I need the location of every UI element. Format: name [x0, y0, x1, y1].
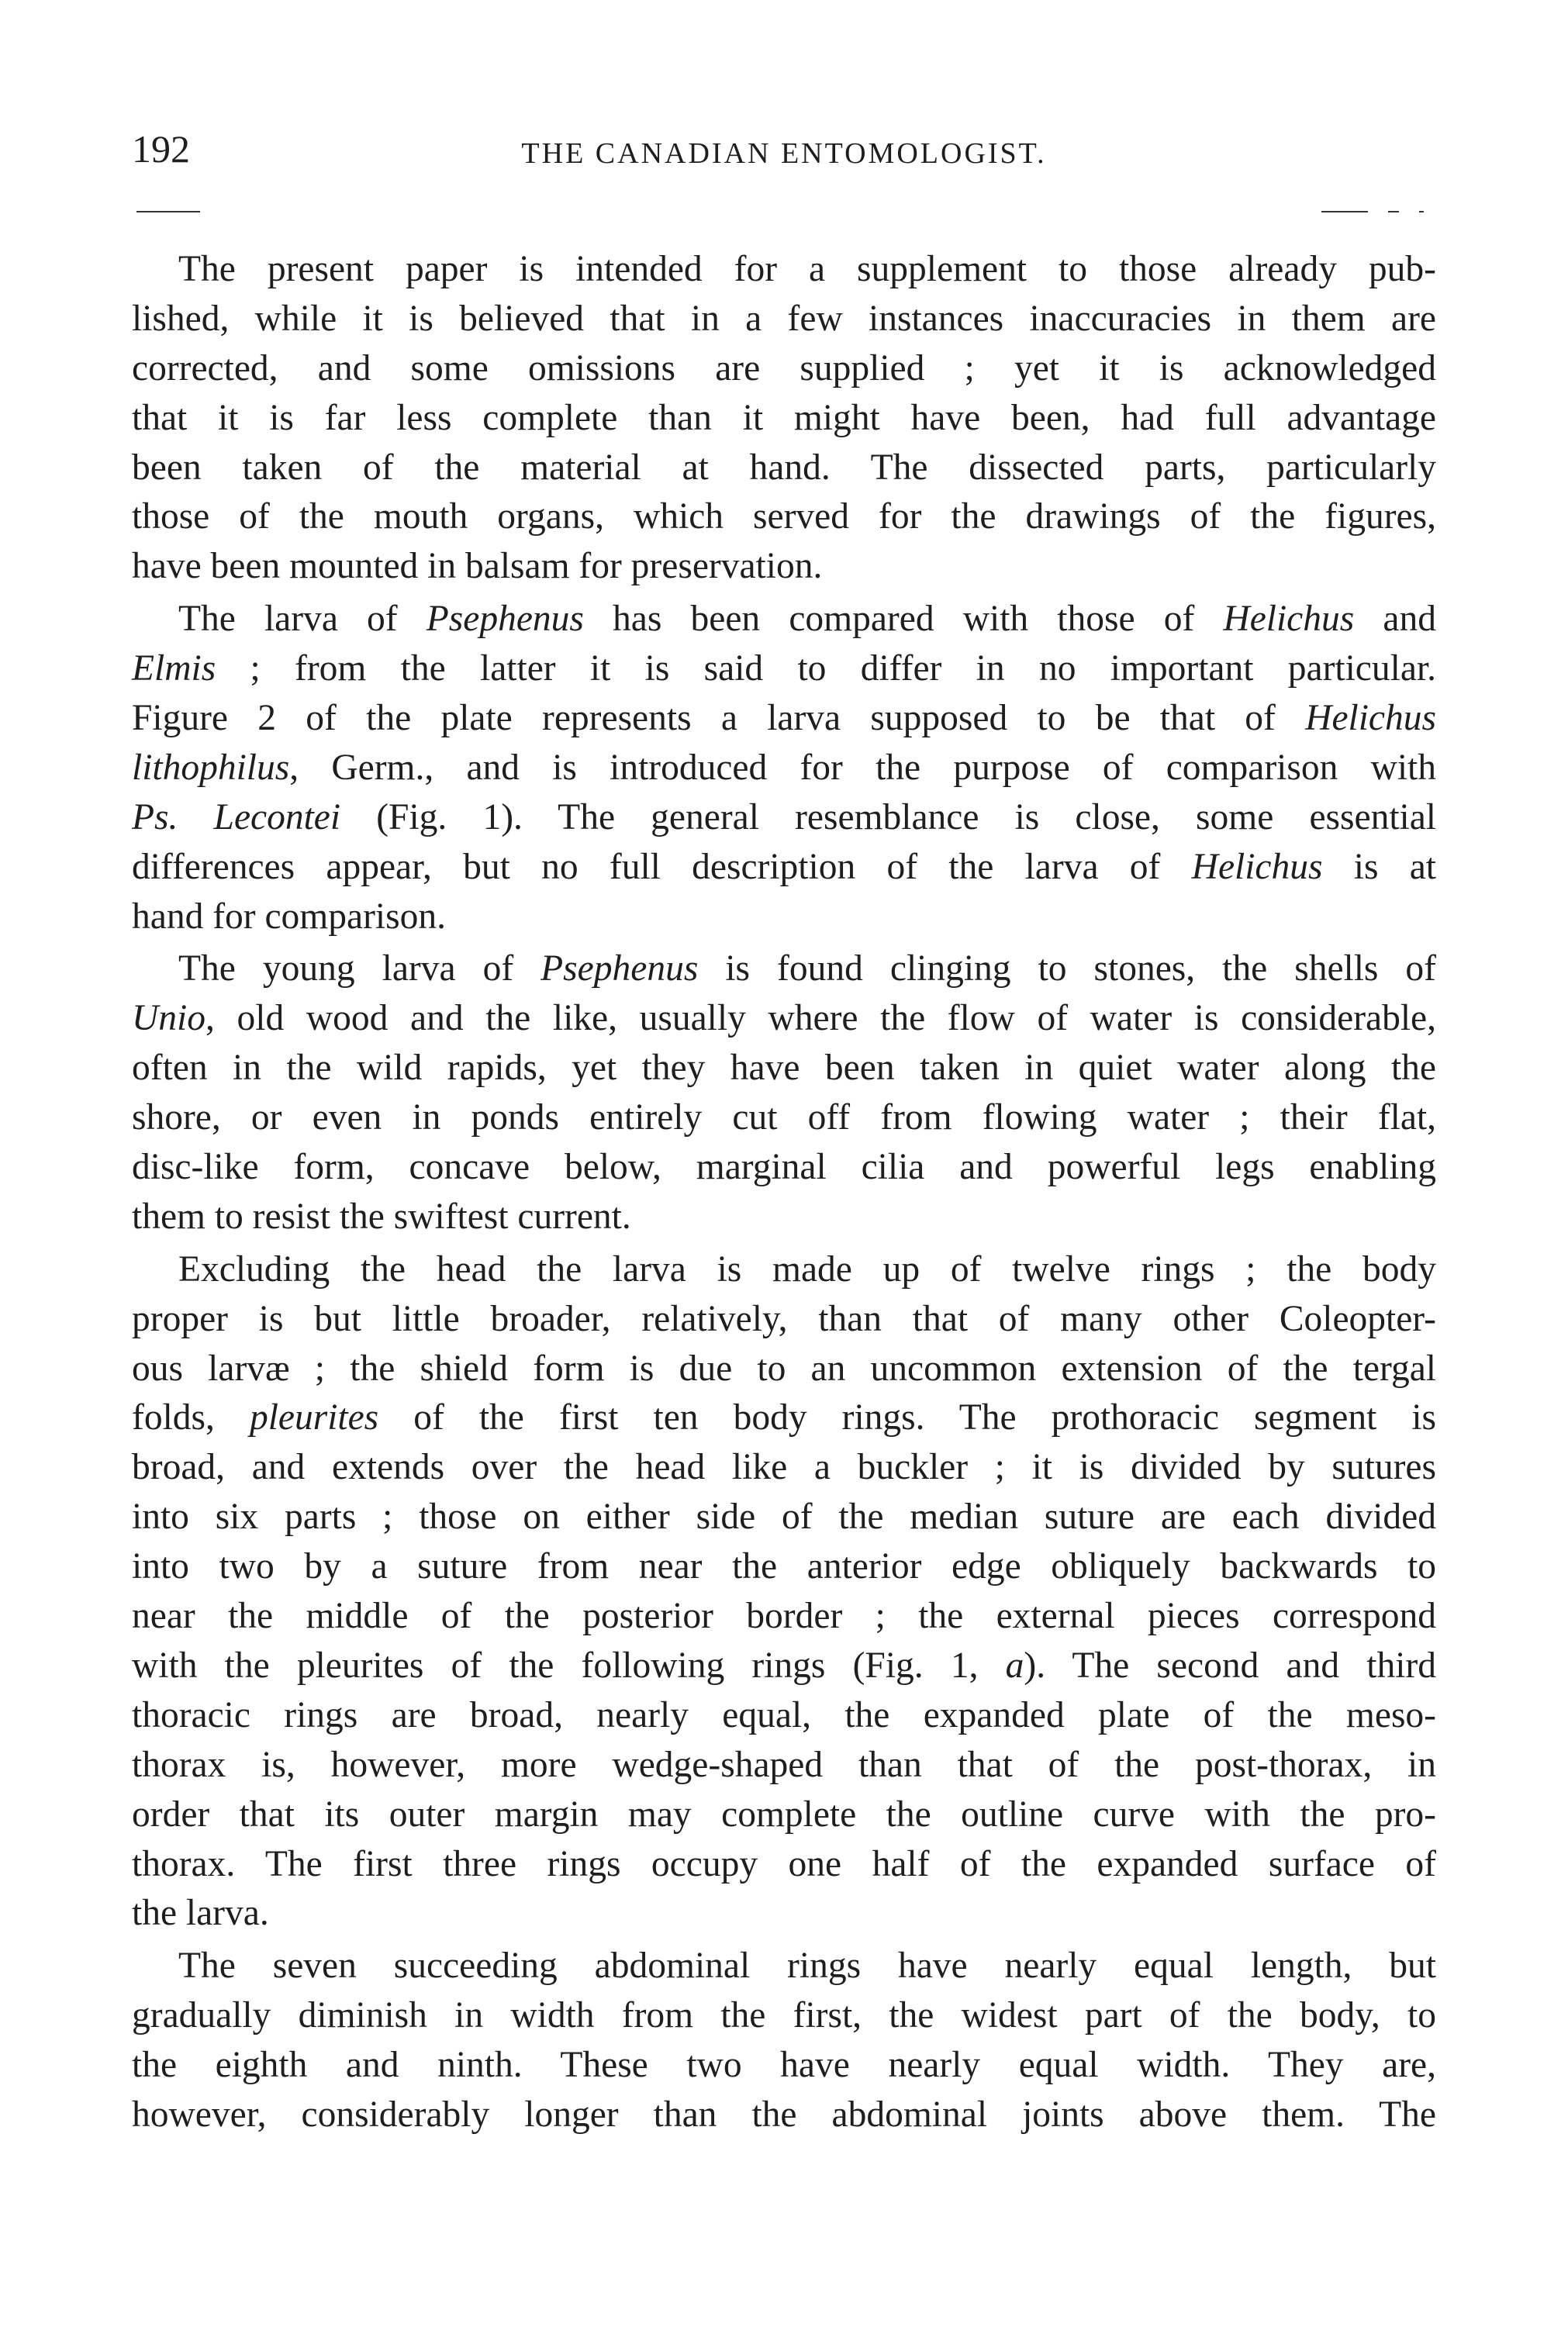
text-line: differences appear, but no full description of the larva of Helichus is at: [132, 846, 1436, 887]
text-line: proper is but little broader, relatively, than that of many other Coleopter-: [132, 1298, 1436, 1339]
running-head: THE CANADIAN ENTOMOLOGIST.: [521, 137, 1047, 170]
text-line: however, considerably longer than the abdominal joints above them. The: [132, 2094, 1436, 2135]
text-line: shore, or even in ponds entirely cut off from flowing water ; their flat,: [132, 1097, 1436, 1138]
text-line: thorax. The first three rings occupy one half of the expanded surface of: [132, 1843, 1436, 1884]
text-line: the eighth and ninth. These two have nearly equal width. They are,: [132, 2045, 1436, 2086]
text-line: The present paper is intended for a supplement to those already pub-: [178, 249, 1436, 289]
text-line: thorax is, however, more wedge-shaped than that of the post-thorax, in: [132, 1744, 1436, 1785]
header-rule-right: [1321, 211, 1368, 212]
page-number: 192: [132, 127, 190, 171]
text-line: folds, pleurites of the first ten body rings. The prothoracic segment is: [132, 1397, 1437, 1438]
text-line: The larva of Psephenus has been compared with those of Helichus and: [178, 599, 1436, 640]
text-line: corrected, and some omissions are supplied ; yet it is acknowledged: [132, 347, 1436, 388]
text-line: lithophilus, Germ., and is introduced for the purpose of comparison with: [132, 747, 1436, 788]
text-line: order that its outer margin may complete the outline curve with the pro-: [132, 1794, 1436, 1835]
text-line: with the pleurites of the following rings (Fig. 1, a). The second and third: [132, 1645, 1436, 1686]
text-line: those of the mouth organs, which served for the drawings of the figures,: [132, 496, 1436, 537]
text-line: broad, and extends over the head like a buckler ; it is divided by sutures: [132, 1447, 1436, 1488]
text-line: disc-like form, concave below, marginal cilia and powerful legs enabling: [132, 1147, 1436, 1188]
text-line: have been mounted in balsam for preservation.: [132, 546, 823, 587]
paragraph: [132, 944, 1436, 1241]
text-line: lished, while it is believed that in a few instances inaccuracies in them are: [132, 298, 1436, 339]
text-line: Elmis ; from the latter it is said to differ in no important particular.: [132, 648, 1436, 689]
text-line: ous larvæ ; the shield form is due to an uncommon extension of the tergal: [132, 1348, 1436, 1389]
text-line: into six parts ; those on either side of the median suture are each divided: [132, 1497, 1436, 1538]
text-line: near the middle of the posterior border ; the external pieces correspond: [132, 1596, 1436, 1637]
text-line: Ps. Lecontei (Fig. 1). The general resemblance is close, some essential: [132, 796, 1437, 837]
text-line: The seven succeeding abdominal rings have nearly equal length, but: [178, 1946, 1436, 1987]
page-header: [132, 126, 1436, 180]
paragraph: [132, 1245, 1436, 1939]
text-line: Unio, old wood and the like, usually where the flow of water is considerable,: [132, 998, 1436, 1039]
paragraph: [132, 1942, 1436, 2140]
text-line: hand for comparison.: [132, 896, 446, 937]
header-rule-left: [136, 211, 200, 212]
text-line: The young larva of Psephenus is found clinging to stones, the shells of: [178, 948, 1436, 989]
text-line: Excluding the head the larva is made up of twelve rings ; the body: [178, 1248, 1436, 1290]
paragraph: [132, 595, 1436, 941]
text-line: that it is far less complete than it might have been, had full advantage: [132, 397, 1436, 438]
header-rule-dash: [1388, 211, 1399, 212]
text-line: been taken of the material at hand. The dissected parts, particularly: [132, 447, 1436, 488]
text-line: gradually diminish in width from the first, the widest part of the body, to: [132, 1995, 1436, 2036]
text-line: often in the wild rapids, yet they have been taken in quiet water along the: [132, 1048, 1436, 1089]
paragraph: [132, 245, 1436, 592]
article-body: [132, 245, 1436, 2140]
text-line: the larva.: [132, 1893, 269, 1934]
text-line: thoracic rings are broad, nearly equal, the expanded plate of the meso-: [132, 1694, 1436, 1735]
text-line: into two by a suture from near the anterior edge obliquely backwards to: [132, 1546, 1436, 1587]
text-line: Figure 2 of the plate represents a larva supposed to be that of Helichus: [132, 698, 1436, 739]
header-rule-dot: [1419, 211, 1424, 212]
text-line: them to resist the swiftest current.: [132, 1196, 631, 1237]
